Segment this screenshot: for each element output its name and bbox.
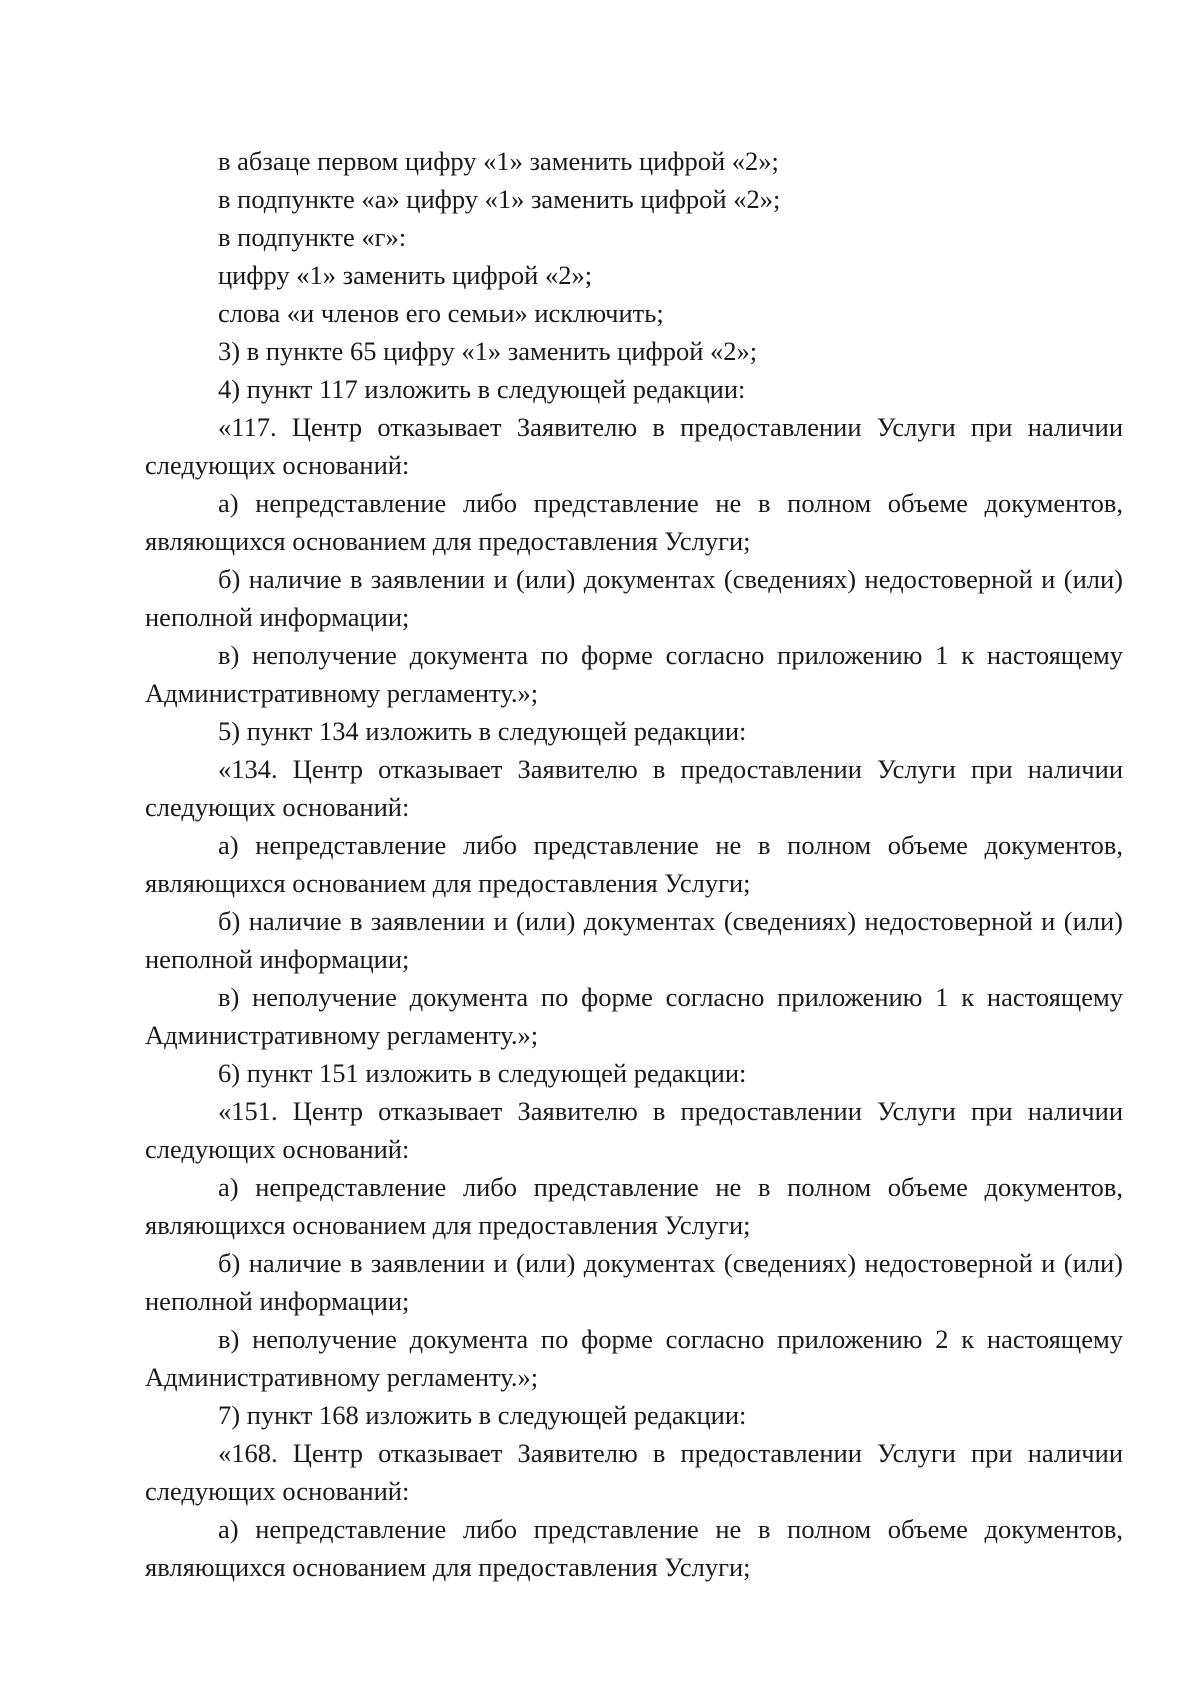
paragraph: а) непредставление либо представление не в полном объеме документов, являющихся основанием для предоставления Услуги;: [145, 488, 1123, 556]
paragraph: в) неполучение документа по форме согласно приложению 2 к настоящему Административному регламенту.»;: [145, 1324, 1123, 1392]
paragraph: слова «и членов его семьи» исключить;: [218, 298, 664, 328]
paragraph: 7) пункт 168 изложить в следующей редакции:: [218, 1400, 747, 1430]
paragraph: а) непредставление либо представление не в полном объеме документов, являющихся основанием для предоставления Услуги;: [145, 830, 1123, 898]
paragraph: 6) пункт 151 изложить в следующей редакции:: [218, 1058, 747, 1088]
paragraph: цифру «1» заменить цифрой «2»;: [218, 260, 593, 290]
paragraph: б) наличие в заявлении и (или) документах (сведениях) недостоверной и (или) неполной информации;: [145, 564, 1123, 632]
paragraph: «151. Центр отказывает Заявителю в предоставлении Услуги при наличии следующих оснований:: [145, 1096, 1123, 1164]
paragraph: 3) в пункте 65 цифру «1» заменить цифрой «2»;: [218, 336, 758, 366]
paragraph: «117. Центр отказывает Заявителю в предоставлении Услуги при наличии следующих оснований:: [145, 412, 1123, 480]
paragraph: «134. Центр отказывает Заявителю в предоставлении Услуги при наличии следующих оснований:: [145, 754, 1123, 822]
paragraph: в абзаце первом цифру «1» заменить цифрой «2»;: [218, 146, 779, 176]
document-body: [145, 142, 1123, 1586]
paragraph: в подпункте «г»:: [218, 222, 407, 252]
paragraph: «168. Центр отказывает Заявителю в предоставлении Услуги при наличии следующих оснований:: [145, 1438, 1123, 1506]
paragraph: а) непредставление либо представление не в полном объеме документов, являющихся основанием для предоставления Услуги;: [145, 1172, 1123, 1240]
paragraph: 5) пункт 134 изложить в следующей редакции:: [218, 716, 747, 746]
paragraph: в подпункте «а» цифру «1» заменить цифрой «2»;: [218, 184, 781, 214]
paragraph: 4) пункт 117 изложить в следующей редакции:: [218, 374, 746, 404]
paragraph: б) наличие в заявлении и (или) документах (сведениях) недостоверной и (или) неполной информации;: [145, 1248, 1123, 1316]
paragraph: б) наличие в заявлении и (или) документах (сведениях) недостоверной и (или) неполной информации;: [145, 906, 1123, 974]
paragraph: в) неполучение документа по форме согласно приложению 1 к настоящему Административному регламенту.»;: [145, 982, 1123, 1050]
paragraph: а) непредставление либо представление не в полном объеме документов, являющихся основанием для предоставления Услуги;: [145, 1514, 1123, 1582]
paragraph: в) неполучение документа по форме согласно приложению 1 к настоящему Административному регламенту.»;: [145, 640, 1123, 708]
